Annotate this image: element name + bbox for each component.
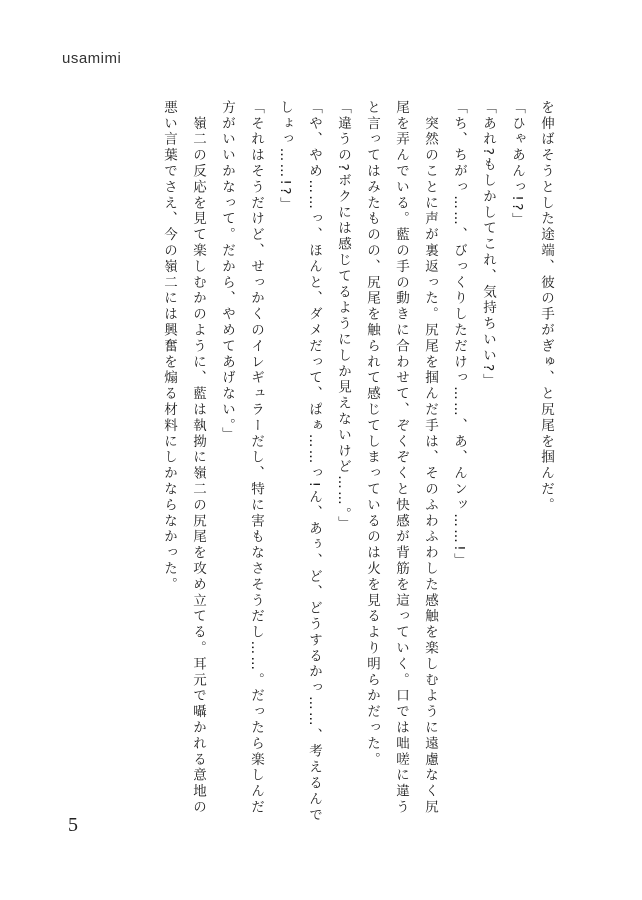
running-header: usamimi [62,50,122,67]
paragraph: 突然のことに声が裏返った。尻尾を掴んだ手は、そのふわふわした感触を楽しむように遠慮なく尻尾を弄んでいる。藍の手の動きに合わせて、ぞくぞくと快感が背筋を這っていく。口では咄嗟に違うと言ってはみたものの、尻尾を触られて感じてしまっているのは火を見るより明らかだった。 [364,100,438,816]
paragraph: 「あれ?もしかしてこれ、気持ちいい?」 [480,100,496,390]
paragraph: を伸ばそうとした途端、彼の手がぎゅ、と尻尾を掴んだ。 [538,100,554,514]
paragraph: 「や、やめ……っ、ほんと、ダメだって、ぱぁ……っ!ん、あぅ、ど、どうするかっ……、考えるんでしょっ……!?」 [277,100,322,824]
paragraph: 「違うの?ボクには感じてるようにしか見えないけど……。」 [335,100,351,533]
page-number: 5 [68,814,78,836]
paragraph: 「ひゃあんっ!?」 [509,100,525,229]
paragraph: 「それはそうだけど、せっかくのイレギュラーだし、特に害もなさそうだし……。だったら楽しんだ方がいいかなって。だから、やめてあげない。」 [219,100,264,816]
paragraph: 「ち、ちがっ……、びっくりしただけっ……、あ、んンッ……!」 [451,100,467,569]
paragraph: 嶺二の反応を見て楽しむかのように、藍は執拗に嶺二の尻尾を攻め立てる。耳元で囁かれる意地の悪い言葉でさえ、今の嶺二には興奮を煽る材料にしかならなかった。 [161,100,206,816]
vertical-body-text [70,100,560,830]
